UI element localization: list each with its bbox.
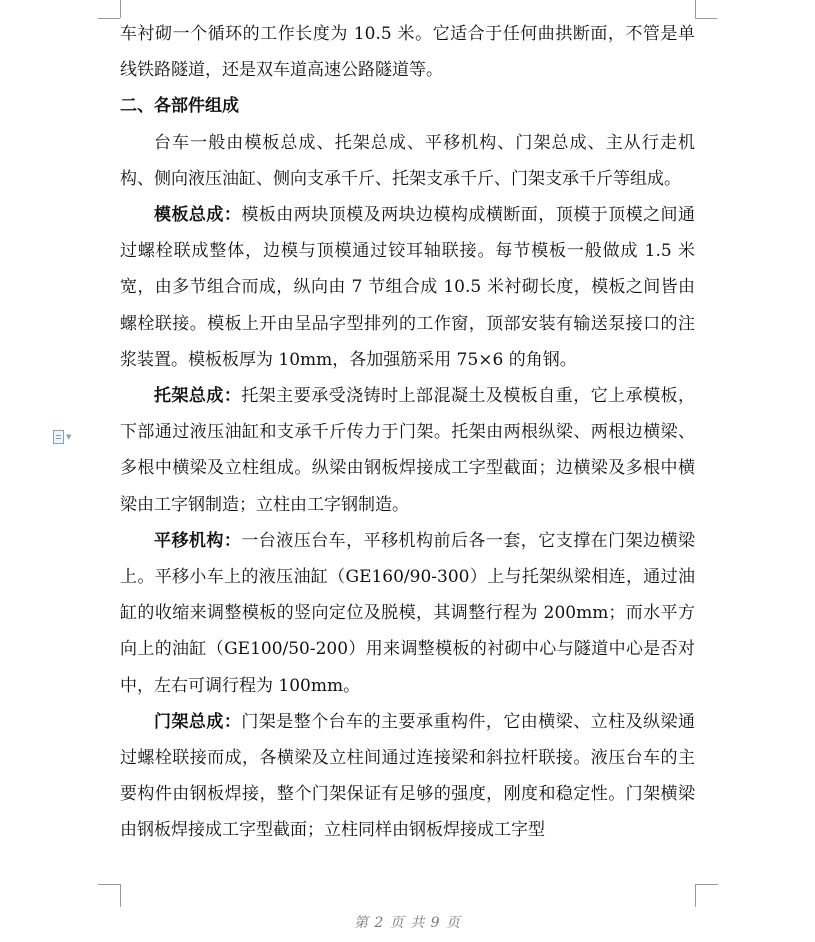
section-heading: 二、各部件组成 xyxy=(120,96,239,117)
crop-mark-top-right xyxy=(695,0,718,18)
term-bracket-assembly: 托架总成： xyxy=(154,386,242,407)
term-formwork-assembly: 模板总成： xyxy=(154,205,242,226)
paragraph-bracket-assembly: 托架总成：托架主要承受浇铸时上部混凝土及模板自重，它上承模板，下部通过液压油缸和支承千斤传力于门架。托架由两根纵梁、两根边横梁、多根中横梁及立柱组成。纵梁由钢板焊接成工字型截面；边横梁及多根中横梁由工字钢制造；立柱由工字钢制造。 xyxy=(120,386,696,515)
page-footer: 第 2 页 共 9 页 xyxy=(353,915,462,931)
term-gantry-assembly: 门架总成： xyxy=(154,711,242,732)
crop-mark-bottom-right xyxy=(695,884,718,907)
paragraph-components-overview: 台车一般由模板总成、托架总成、平移机构、门架总成、主从行走机构、侧向液压油缸、侧向支承千斤、托架支承千斤、门架支承千斤等组成。 xyxy=(120,132,695,189)
crop-mark-bottom-left xyxy=(98,884,121,907)
paragraph-continuation: 车衬砌一个循环的工作长度为 10.5 米。它适合于任何曲拱断面，不管是单线铁路隧道，还是双车道高速公路隧道等。 xyxy=(120,24,695,81)
term-translation-mechanism: 平移机构： xyxy=(154,530,242,551)
document-body xyxy=(120,16,695,849)
document-icon[interactable] xyxy=(53,430,79,444)
paragraph-gantry-assembly: 门架总成：门架是整个台车的主要承重构件，它由横梁、立柱及纵梁通过螺栓联接而成，各横梁及立柱间通过连接梁和斜拉杆联接。液压台车的主要构件由钢板焊接，整个门架保证有足够的强度，刚度和稳定性。门架横梁由钢板焊接成工字型截面；立柱同样由钢板焊接成工字型 xyxy=(120,711,696,841)
paragraph-formwork-assembly: 模板总成：模板由两块顶模及两块边模构成横断面，顶模于顶模之间通过螺栓联成整体，边模与顶模通过铰耳轴联接。每节模板一般做成 1.5 米宽，由多节组合而成，纵向由 7 节组合成 10.5 米衬砌长度，模板之间皆由螺栓联接。模板上开由呈品字型排列的工作窗，顶部安装有输送泵接口的注浆装置。模板板厚为 10mm，各加强筋采用 75×6 的角钢。 xyxy=(120,205,696,370)
paragraph-translation-mechanism: 平移机构：一台液压台车，平移机构前后各一套，它支撑在门架边横梁上。平移小车上的液压油缸（GE160/90-300）上与托架纵梁相连，通过油缸的收缩来调整模板的竖向定位及脱模，其调整行程为 200mm；而水平方向上的油缸（GE100/50-200）用来调整模板的衬砌中心与隧道中心是否对中，左右可调行程为 100mm。 xyxy=(120,530,696,696)
crop-mark-top-left xyxy=(98,0,121,18)
crop-mark-top-left-h xyxy=(98,18,120,19)
crop-mark-top-right-h xyxy=(695,18,717,19)
page-sheet-icon xyxy=(53,430,64,444)
chevron-down-icon: ▼ xyxy=(66,433,72,441)
